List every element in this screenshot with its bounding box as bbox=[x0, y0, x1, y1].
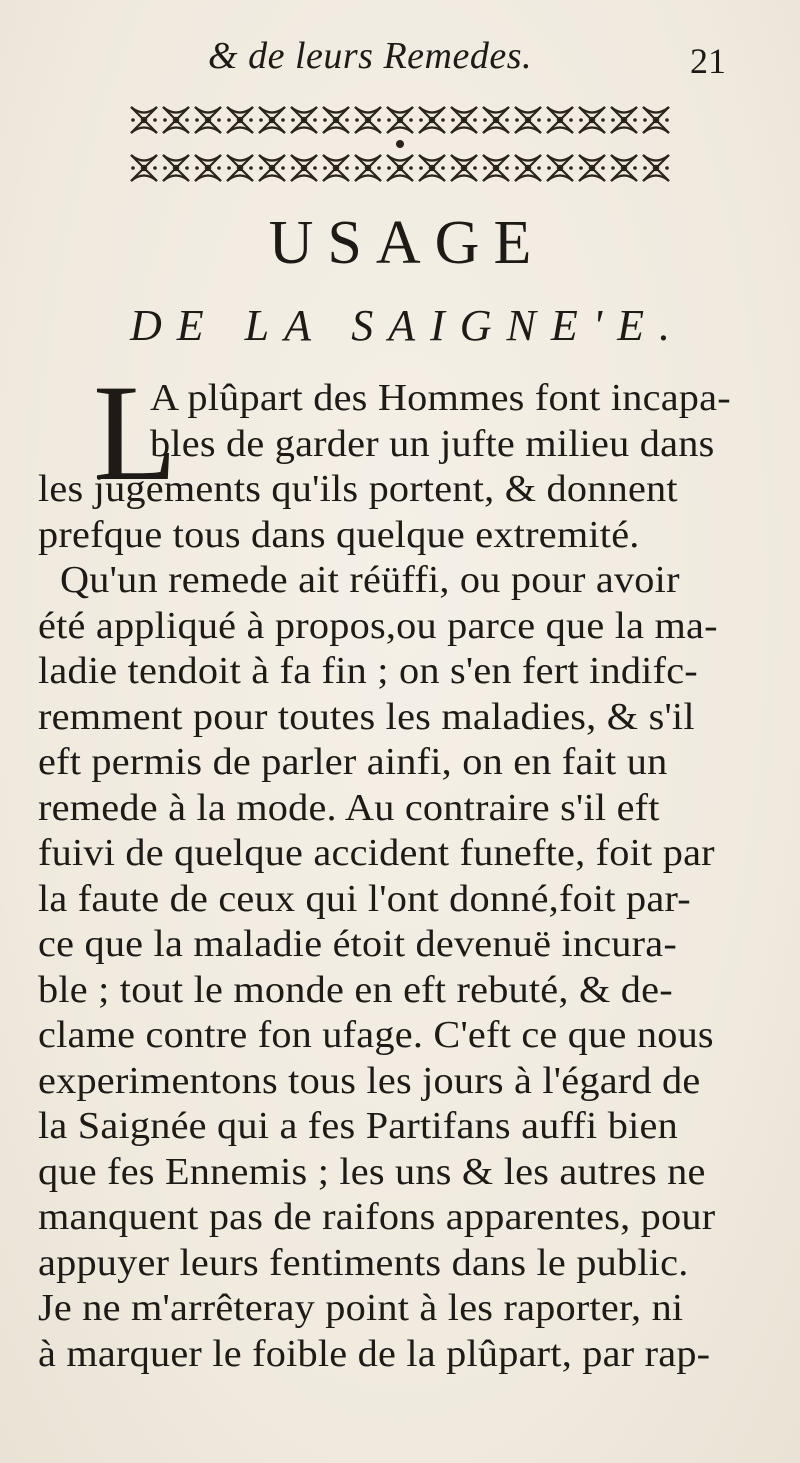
text-line: bles de garder un jufte milieu dans bbox=[150, 422, 715, 465]
text-line: la faute de ceux qui l'ont donné,foit par- bbox=[38, 877, 691, 920]
text-line: remede à la mode. Au contraire s'il eft bbox=[38, 786, 660, 829]
text-line: les jugements qu'ils portent, & donnent bbox=[38, 468, 678, 510]
text-line: clame contre fon ufage. C'eft ce que nous bbox=[38, 1014, 714, 1056]
section-subtitle: DE LA SAIGNE'E. bbox=[129, 301, 686, 350]
text-line: eft permis de parler ainfi, on en fait un bbox=[38, 741, 668, 783]
text-line: ble ; tout le monde en eft rebuté, & de- bbox=[38, 968, 673, 1011]
text-line: ce que la maladie étoit devenuë incura- bbox=[38, 923, 678, 965]
text-line: prefque tous dans quelque extremité. bbox=[38, 513, 640, 556]
text-line: que fes Ennemis ; les uns & les autres ne bbox=[38, 1150, 706, 1193]
text-line: manquent pas de raifons apparentes, pour bbox=[38, 1196, 716, 1238]
fleuron-band-icon bbox=[128, 96, 672, 192]
text-line: experimentons tous les jours à l'égard de bbox=[38, 1059, 701, 1102]
text-line: remment pour toutes les maladies, & s'il bbox=[38, 695, 695, 738]
text-line: à marquer le foible de la plûpart, par rap- bbox=[38, 1332, 711, 1375]
text-line: A plûpart des Hommes font incapa- bbox=[150, 377, 731, 419]
text-line: la Saignée qui a fes Partifans auffi bien bbox=[38, 1105, 678, 1147]
text-line: appuyer leurs fentiments dans le public. bbox=[38, 1241, 689, 1284]
drop-cap: L bbox=[93, 356, 178, 509]
page-header bbox=[0, 34, 800, 84]
section-title: USAGE bbox=[268, 209, 546, 277]
running-head: & de leurs Remedes. bbox=[208, 35, 532, 77]
text-line: fuivi de quelque accident funefte, foit par bbox=[38, 832, 715, 874]
text-line: ladie tendoit à fa fin ; on s'en fert indifc- bbox=[38, 650, 698, 692]
page-number: 21 bbox=[690, 41, 726, 81]
text-line: Qu'un remede ait réüffi, ou pour avoir bbox=[60, 559, 680, 601]
text-line: été appliqué à propos,ou parce que la ma- bbox=[38, 604, 718, 647]
text-line: Je ne m'arrêteray point à les raporter, ni bbox=[38, 1287, 684, 1329]
